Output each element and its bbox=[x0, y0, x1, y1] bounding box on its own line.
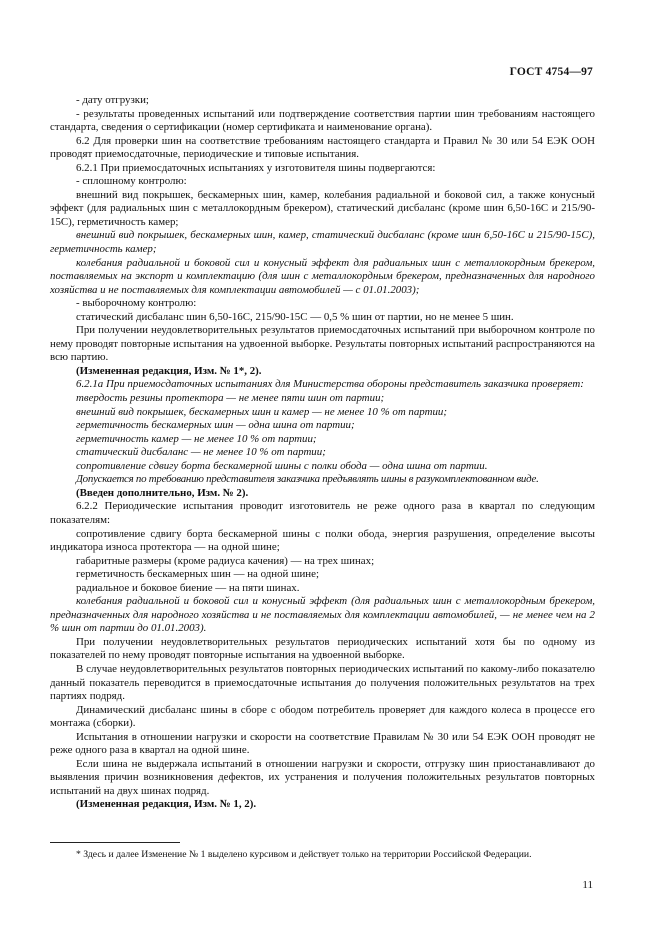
paragraph: сопротивление сдвигу борта бескамерной шины с полки обода, энергия разрушения, определение высоты индикатора износа протектора — на одной шине; bbox=[50, 527, 595, 554]
amended-paragraph: Допускается по требованию представителя заказчика предъявлять шины в разукомплектованном виде. bbox=[76, 473, 539, 486]
amended-paragraph: герметичность бескамерных шин — одна шина от партии; bbox=[76, 419, 355, 432]
paragraph: Если шина не выдержала испытаний в отношении нагрузки и скорости, отгрузку шин приостанавливают до выявления причин возникновения дефектов, их устранения и получения положительных результатов повторных испытаний на двух шинах подряд. bbox=[50, 757, 595, 797]
amended-paragraph: твердость резины протектора — не менее пяти шин от партии; bbox=[76, 392, 385, 405]
amended-paragraph: сопротивление сдвигу борта бескамерной шины с полки обода — одна шина от партии. bbox=[76, 459, 488, 472]
paragraph: внешний вид покрышек, бескамерных шин, камер, колебания радиальной и боковой сил, а также конусный эффект (для радиальных шин с металлокордным брекером), статический дисбаланс (кроме шин 6,50-16С и 215/90-15С), герметичность камер; bbox=[50, 188, 595, 228]
amended-paragraph: колебания радиальной и боковой сил и конусный эффект (для радиальных шин с металлокордным брекером, предназначенных для народного хозяйства и не поставляемых для комплектации автомобилей, — не менее чем на 2 % шин от партии до 01.01.2003). bbox=[50, 595, 595, 635]
document-code-header: ГОСТ 4754—97 bbox=[509, 66, 593, 78]
paragraph: габаритные размеры (кроме радиуса качения) — на трех шинах; bbox=[76, 554, 375, 567]
paragraph: радиальное и боковое биение — на пяти шинах. bbox=[76, 581, 300, 594]
clause-6-2-2: 6.2.2 Периодические испытания проводит изготовитель не реже одного раза в квартал по следующим показателям: bbox=[50, 500, 595, 526]
paragraph: Испытания в отношении нагрузки и скорости на соответствие Правилам № 30 или 54 ЕЭК ООН проводят не реже одного раза в квартал на одной шине. bbox=[50, 730, 595, 757]
clause-6-2: 6.2 Для проверки шин на соответствие требованиям настоящего стандарта и Правил № 30 или 54 ЕЭК ООН проводят приемосдаточные, периодические и типовые испытания. bbox=[50, 134, 595, 161]
paragraph: статический дисбаланс шин 6,50-16С, 215/90-15С — 0,5 % шин от партии, но не менее 5 шин. bbox=[76, 310, 514, 323]
paragraph: - сплошному контролю: bbox=[76, 175, 187, 188]
amended-paragraph: колебания радиальной и боковой сил и конусный эффект для радиальных шин с металлокордным брекером, поставляемых на экспорт и комплектацию (для шин с металлокордным брекером, предназначенных для народного хозяйства и не поставляемых для комплектации автомобилей — с 01.01.2003); bbox=[50, 256, 595, 296]
paragraph: При получении неудовлетворительных результатов периодических испытаний хотя бы по одному из показателей по нему проводят повторные испытания на удвоенной выборке. bbox=[50, 635, 595, 662]
amended-paragraph: внешний вид покрышек, бескамерных шин и камер — не менее 10 % от партии; bbox=[76, 405, 447, 418]
amended-paragraph: статический дисбаланс — не менее 10 % от партии; bbox=[76, 446, 326, 459]
page-number: 11 bbox=[582, 879, 593, 891]
paragraph: При получении неудовлетворительных результатов приемосдаточных испытаний при выборочном контроле по нему проводят повторные испытания на удвоенной выборке. Результаты повторных испытаний распространяются на всю партию. bbox=[50, 324, 595, 364]
amended-paragraph: внешний вид покрышек, бескамерных шин, камер, статический дисбаланс (кроме шин 6,50-16С и 215/90-15С), герметичность камер; bbox=[50, 229, 595, 256]
amended-paragraph: герметичность камер — не менее 10 % от партии; bbox=[76, 432, 317, 445]
footnote: * Здесь и далее Изменение № 1 выделено курсивом и действует только на территории Российской Федерации. bbox=[76, 849, 532, 860]
clause-6-2-1a: 6.2.1а При приемосдаточных испытаниях для Министерства обороны представитель заказчика проверяет: bbox=[76, 378, 584, 391]
footnote-divider bbox=[50, 842, 180, 843]
paragraph: - результаты проведенных испытаний или подтверждение соответствия партии шин требованиям настоящего стандарта, сведения о сертификации (номер сертификата и наименование органа). bbox=[50, 107, 595, 134]
paragraph: герметичность бескамерных шин — на одной шине; bbox=[76, 568, 319, 581]
paragraph: - выборочному контролю: bbox=[76, 297, 197, 310]
paragraph: Динамический дисбаланс шины в сборе с ободом потребитель проверяет для каждого колеса в процессе его монтажа (сборки). bbox=[50, 703, 595, 730]
paragraph: В случае неудовлетворительных результатов повторных периодических испытаний по какому-либо показателю данный показатель переводится в приемосдаточные испытания до получения положительных результатов на трех партиях подряд. bbox=[50, 662, 595, 703]
main-text bbox=[50, 94, 595, 812]
clause-6-2-1: 6.2.1 При приемосдаточных испытаниях у изготовителя шины подвергаются: bbox=[76, 161, 436, 174]
amendment-note: (Измененная редакция, Изм. № 1, 2). bbox=[76, 798, 257, 811]
paragraph: - дату отгрузки; bbox=[76, 94, 149, 106]
amendment-note: (Введен дополнительно, Изм. № 2). bbox=[76, 486, 249, 499]
amendment-note: (Измененная редакция, Изм. № 1*, 2). bbox=[76, 364, 262, 377]
